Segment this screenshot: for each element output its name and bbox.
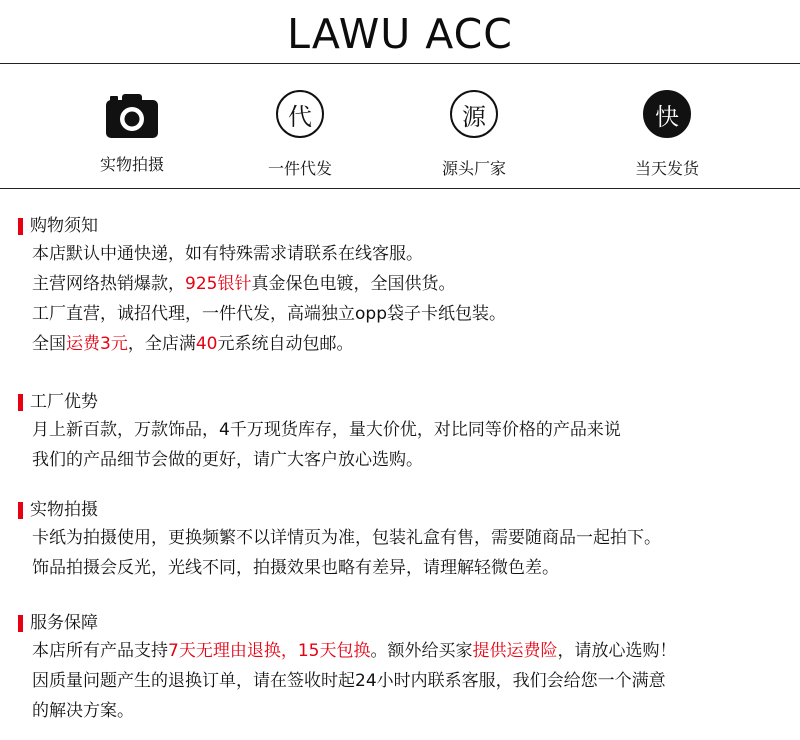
red-bar-marker (18, 218, 23, 235)
top-divider (0, 63, 800, 64)
highlight-text: 7天无理由退换，15天包换 (168, 641, 371, 661)
brand-title: LAWU ACC (287, 10, 513, 58)
section-shopping-notice (0, 213, 800, 359)
yuan-icon: 源 (450, 90, 498, 138)
section-title: 实物拍摄 (0, 497, 800, 523)
kuai-icon: 快 (643, 90, 691, 138)
red-bar-marker (18, 502, 23, 519)
highlight-text: 运费3元 (66, 334, 128, 354)
dai-icon: 代 (276, 90, 324, 138)
section-service-guarantee (0, 610, 800, 726)
section-real-photo (0, 497, 800, 583)
section-title: 工厂优势 (0, 389, 800, 415)
text-line: 的解决方案。 (32, 701, 134, 721)
text-line: 因质量问题产生的退换订单，请在签收时起24小时内联系客服，我们会给您一个满意 (32, 671, 666, 691)
text-line: 我们的产品细节会做的更好，请广大客户放心选购。 (32, 450, 423, 470)
red-bar-marker (18, 615, 23, 632)
text-line: 主营网络热销爆款，925银针真金保色电镀，全国供货。 (32, 274, 456, 294)
text-line: 卡纸为拍摄使用，更换频繁不以详情页为准，包装礼盒有售，需要随商品一起拍下。 (32, 528, 661, 548)
camera-icon (102, 86, 162, 146)
red-bar-marker (18, 394, 23, 411)
feature-source-factory (394, 86, 554, 179)
feature-same-day-shipping (587, 86, 747, 179)
section-factory-advantage (0, 389, 800, 475)
feature-label: 当天发货 (634, 159, 699, 178)
feature-label: 实物拍摄 (99, 155, 164, 174)
highlight-text: 提供运费险 (472, 641, 558, 661)
section-title: 服务保障 (0, 610, 800, 636)
feature-real-photo (52, 86, 212, 175)
section-title: 购物须知 (0, 213, 800, 239)
highlight-text: 40 (195, 334, 218, 354)
text-line: 工厂直营，诚招代理，一件代发，高端独立opp袋子卡纸包装。 (32, 304, 506, 324)
text-line: 本店所有产品支持7天无理由退换，15天包换。额外给买家提供运费险，请放心选购！ (32, 641, 677, 661)
features-divider (0, 188, 800, 189)
text-line: 全国运费3元，全店满40元系统自动包邮。 (32, 334, 354, 354)
text-line: 本店默认中通快递，如有特殊需求请联系在线客服。 (32, 244, 423, 264)
feature-label: 源头厂家 (441, 159, 506, 178)
text-line: 饰品拍摄会反光，光线不同，拍摄效果也略有差异，请理解轻微色差。 (32, 558, 559, 578)
text-line: 月上新百款，万款饰品，4千万现货库存，量大价优，对比同等价格的产品来说 (32, 420, 621, 440)
feature-label: 一件代发 (267, 159, 332, 178)
highlight-text: 925银针 (185, 274, 252, 294)
feature-dropship (220, 86, 380, 179)
